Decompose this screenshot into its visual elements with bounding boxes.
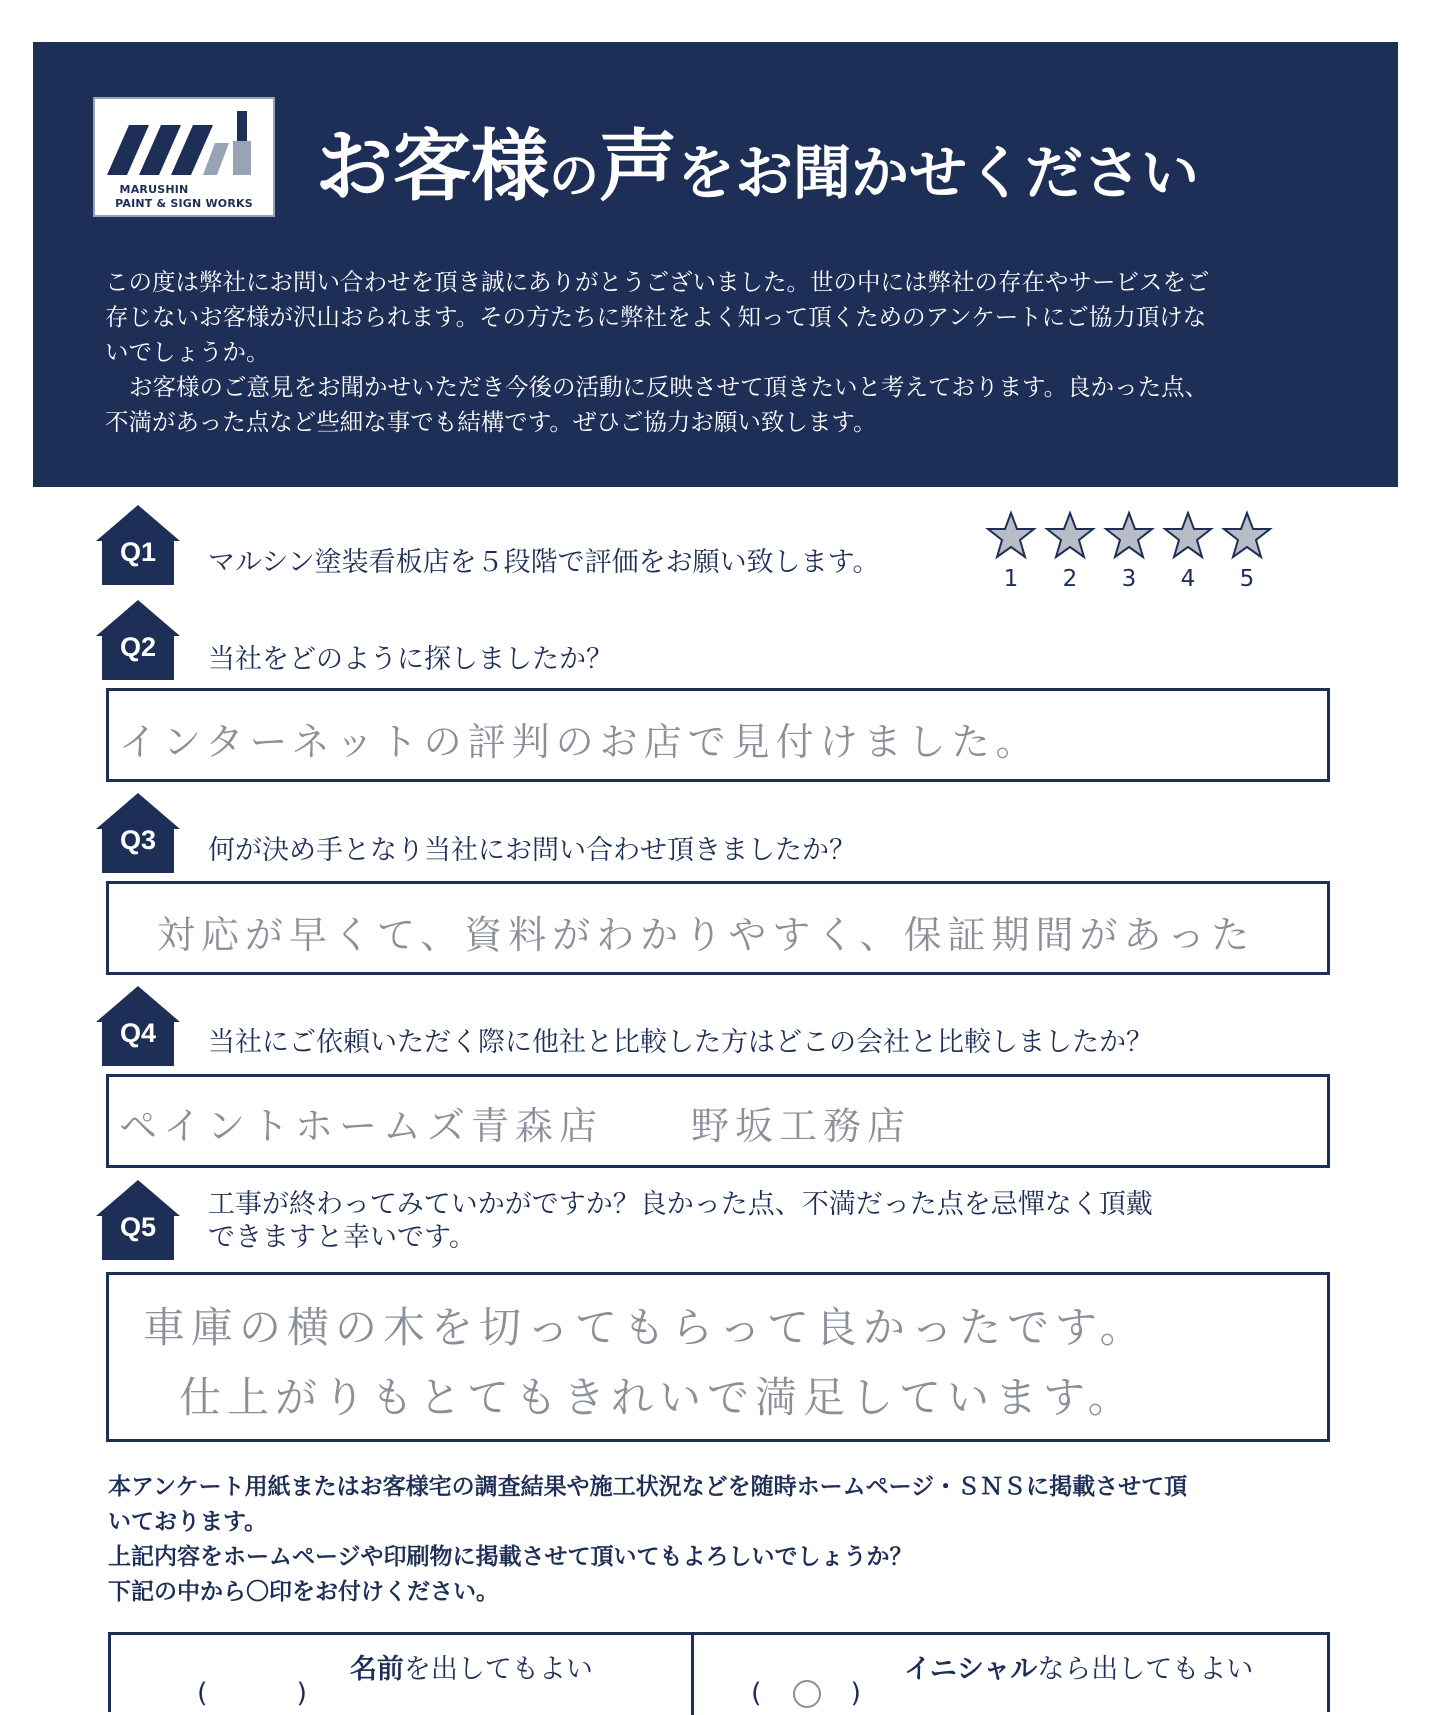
star-icon[interactable] bbox=[985, 510, 1037, 562]
q4-answer-handwriting: ペイントホームズ青森店 野坂工務店 bbox=[119, 1104, 912, 1148]
intro-line: 不満があった点など些細な事でも結構です。ぜひご協力お願い致します。 bbox=[105, 408, 877, 436]
q5-question-line: できますと幸いです。 bbox=[208, 1222, 476, 1253]
logo-text-line1: MARUSHIN bbox=[119, 183, 189, 196]
notice-line: 上記内容をホームページや印刷物に掲載させて頂いてもよろしいでしょうか？ bbox=[108, 1544, 913, 1570]
q3-label: Q3 bbox=[119, 825, 157, 855]
star-icon[interactable] bbox=[1103, 510, 1155, 562]
star-number: 1 bbox=[1003, 566, 1019, 592]
q4-question: 当社にご依頼いただく際に他社と比較した方はどこの会社と比較しましたか？ bbox=[208, 1027, 1153, 1058]
q5-answer-box[interactable] bbox=[106, 1272, 1330, 1442]
q1-question: マルシン塗装看板店を５段階で評価をお願い致します。 bbox=[208, 547, 880, 578]
intro-line: 存じないお客様が沢山おられます。その方たちに弊社をよく知って頂くためのアンケートにご協力頂けな bbox=[105, 303, 1207, 331]
paren-open: ( bbox=[751, 1678, 762, 1709]
header-banner bbox=[33, 42, 1398, 487]
q3-question: 何が決め手となり当社にお問い合わせ頂きましたか？ bbox=[208, 835, 856, 866]
publication-notice bbox=[108, 1470, 1338, 1610]
option-label-bold: 名前 bbox=[349, 1654, 404, 1685]
q5-house-icon bbox=[96, 1180, 180, 1260]
star-number: 3 bbox=[1121, 566, 1137, 592]
q5-question-line: 工事が終わってみていかがですか？良かった点、不満だった点を忌憚なく頂戴 bbox=[208, 1189, 1153, 1220]
q1-label: Q1 bbox=[119, 537, 157, 567]
q2-question: 当社をどのように探しましたか？ bbox=[208, 644, 613, 675]
title-part-koe: 声 bbox=[599, 122, 678, 212]
logo-mark-icon bbox=[99, 105, 271, 185]
notice-line: いております。 bbox=[108, 1509, 268, 1535]
star-number: 5 bbox=[1239, 566, 1255, 592]
notice-line: 本アンケート用紙またはお客様宅の調査結果や施工状況などを随時ホームページ・ＳＮＳに掲載させて頂 bbox=[108, 1474, 1188, 1500]
company-logo bbox=[93, 97, 275, 217]
q4-answer-box[interactable] bbox=[106, 1074, 1330, 1168]
q5-question bbox=[208, 1188, 1328, 1254]
q3-answer-handwriting: 対応が早くて、資料がわかりやすく、保証期間があった bbox=[157, 913, 1256, 957]
intro-line: この度は弊社にお問い合わせを頂き誠にありがとうございました。世の中には弊社の存在やサービスをご bbox=[105, 268, 1210, 296]
q5-label: Q5 bbox=[119, 1212, 157, 1242]
title-part-rest: をお聞かせください bbox=[677, 139, 1200, 207]
q2-label: Q2 bbox=[119, 632, 157, 662]
q1-house-icon bbox=[96, 505, 180, 585]
paren-close: ) bbox=[296, 1678, 307, 1709]
paren-close: ) bbox=[850, 1678, 861, 1709]
notice-line: 下記の中から〇印をお付けください。 bbox=[108, 1579, 499, 1605]
q4-house-icon bbox=[96, 986, 180, 1066]
paren-open: ( bbox=[197, 1678, 208, 1709]
q3-house-icon bbox=[96, 793, 180, 873]
option-label-bold: イニシャル bbox=[903, 1654, 1038, 1685]
q2-answer-box[interactable] bbox=[106, 688, 1330, 782]
intro-line: いでしょうか。 bbox=[105, 338, 270, 366]
consent-option-initials[interactable] bbox=[751, 1647, 1254, 1709]
circle-mark-icon bbox=[793, 1680, 821, 1708]
q3-answer-box[interactable] bbox=[106, 881, 1330, 975]
option-label-rest: なら出してもよい bbox=[1037, 1654, 1254, 1685]
q2-answer-handwriting: インターネットの評判のお店で見付けました。 bbox=[119, 720, 1040, 764]
star-icon[interactable] bbox=[1044, 510, 1096, 562]
q2-house-icon bbox=[96, 600, 180, 680]
option-label-rest: を出してもよい bbox=[403, 1654, 593, 1685]
logo-text-line2: PAINT & SIGN WORKS bbox=[115, 197, 253, 210]
star-number: 2 bbox=[1062, 566, 1078, 592]
intro-text bbox=[105, 265, 1355, 440]
q5-answer-handwriting-line: 仕上がりもとてもきれいで満足しています。 bbox=[179, 1373, 1136, 1422]
q4-label: Q4 bbox=[119, 1018, 157, 1048]
star-icon[interactable] bbox=[1162, 510, 1214, 562]
star-icon[interactable] bbox=[1221, 510, 1273, 562]
page-title bbox=[315, 104, 1375, 224]
title-part-no: の bbox=[549, 147, 600, 205]
consent-options bbox=[108, 1632, 1330, 1712]
consent-option-name[interactable] bbox=[197, 1647, 593, 1709]
consent-divider bbox=[691, 1635, 694, 1715]
title-part-okyakusama: お客様 bbox=[315, 122, 550, 212]
star-number: 4 bbox=[1180, 566, 1196, 592]
rating-stars bbox=[985, 510, 1275, 595]
intro-line: お客様のご意見をお聞かせいただき今後の活動に反映させて頂きたいと考えております。良かった点、 bbox=[129, 373, 1209, 401]
q5-answer-handwriting-line: 車庫の横の木を切ってもらって良かったです。 bbox=[143, 1303, 1148, 1352]
